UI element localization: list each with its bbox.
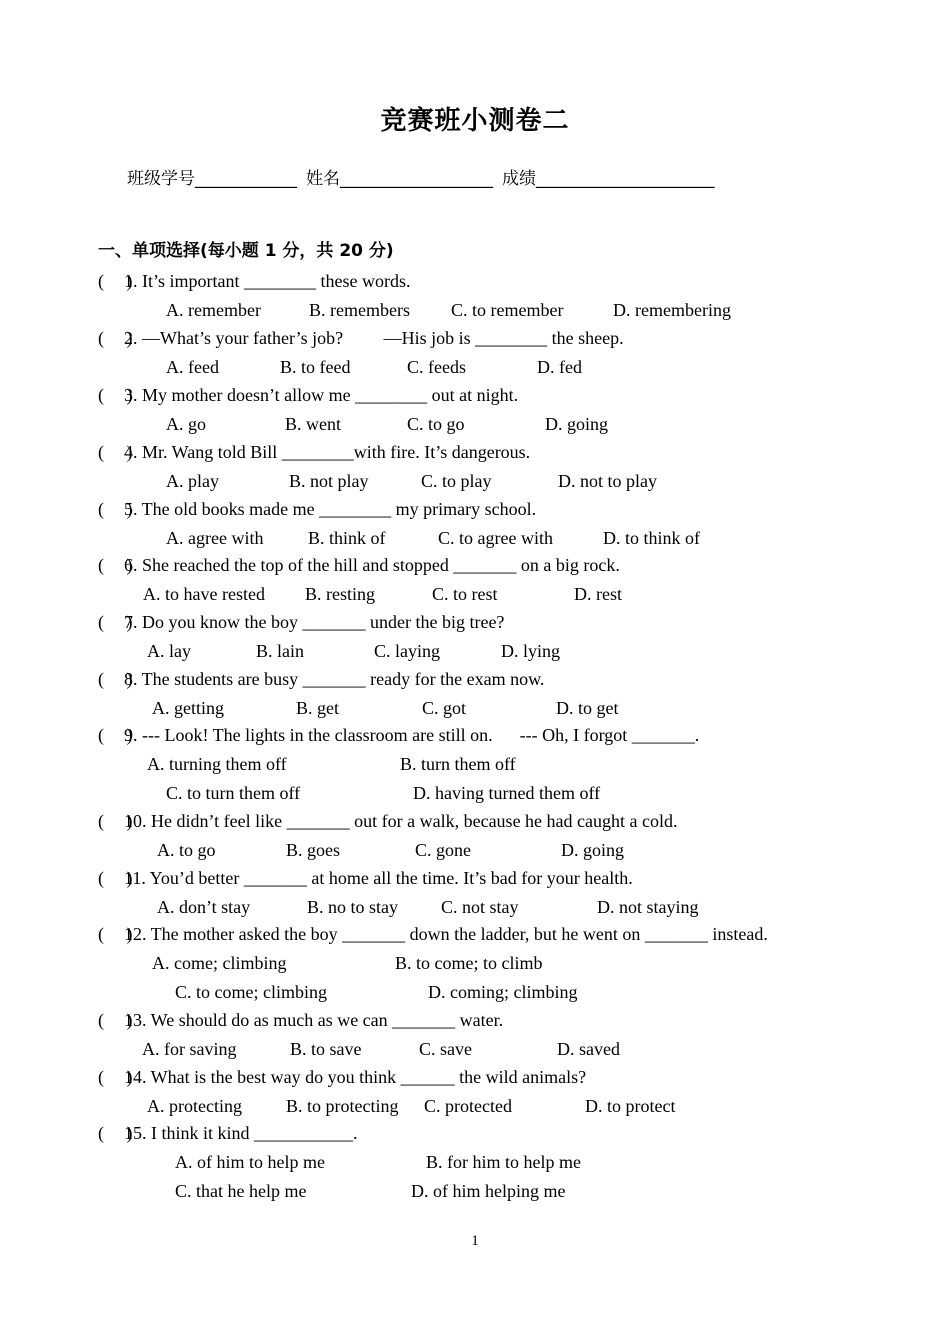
question-text: 12. The mother asked the boy _______ down the ladder, but he went on _______ instead.	[124, 924, 768, 944]
page-number: 1	[471, 1233, 479, 1249]
name-label: 姓名	[306, 169, 340, 189]
answer-blank: ( )	[98, 811, 133, 831]
answer-option: C. not stay	[441, 897, 519, 917]
section-heading: 一、单项选择(每小题 1 分，共 20 分)	[98, 241, 394, 261]
answer-option: A. to go	[157, 840, 216, 860]
answer-option: A. getting	[152, 698, 224, 718]
answer-option: D. remembering	[613, 300, 731, 320]
question-text: 6. She reached the top of the hill and stopped _______ on a big rock.	[124, 555, 620, 575]
question-text: 5. The old books made me ________ my primary school.	[124, 499, 537, 519]
answer-option: D. not staying	[597, 897, 699, 917]
answer-blank: ( )	[98, 385, 133, 405]
answer-blank: ( )	[98, 1010, 133, 1030]
answer-option: D. going	[545, 414, 608, 434]
answer-option: B. no to stay	[307, 897, 399, 917]
answer-option: B. not play	[289, 471, 369, 491]
answer-option: A. to have rested	[143, 584, 265, 604]
answer-option: D. having turned them off	[413, 783, 601, 803]
answer-option: C. that he help me	[175, 1181, 307, 1201]
answer-option: D. to protect	[585, 1096, 676, 1116]
student-info-line	[127, 164, 715, 189]
answer-option: D. of him helping me	[411, 1181, 566, 1201]
answer-option: D. coming; climbing	[428, 982, 578, 1002]
answer-option: B. for him to help me	[426, 1152, 581, 1172]
answer-option: B. to come; to climb	[395, 953, 543, 973]
class-blank: ____________	[195, 169, 297, 189]
answer-blank: ( )	[98, 868, 133, 888]
answer-option: B. turn them off	[400, 754, 516, 774]
answer-option: C. got	[422, 698, 467, 718]
score-label: 成绩	[502, 169, 536, 189]
answer-option: A. play	[166, 471, 219, 491]
answer-option: D. to think of	[603, 528, 700, 548]
name-blank: __________________	[340, 169, 493, 189]
answer-option: C. protected	[424, 1096, 512, 1116]
answer-option: C. to go	[407, 414, 465, 434]
answer-option: B. think of	[308, 528, 386, 548]
answer-option: C. to rest	[432, 584, 498, 604]
answer-option: C. to agree with	[438, 528, 553, 548]
answer-option: D. fed	[537, 357, 582, 377]
answer-option: D. saved	[557, 1039, 620, 1059]
answer-option: A. agree with	[166, 528, 264, 548]
answer-blank: ( )	[98, 1067, 133, 1087]
answer-option: A. lay	[147, 641, 191, 661]
answer-blank: ( )	[98, 725, 133, 745]
question-text: 10. He didn’t feel like _______ out for a walk, because he had caught a cold.	[124, 811, 678, 831]
answer-option: B. to save	[290, 1039, 362, 1059]
question-text: 4. Mr. Wang told Bill ________with fire. It’s dangerous.	[124, 442, 531, 462]
answer-blank: ( )	[98, 271, 133, 291]
answer-option: C. feeds	[407, 357, 466, 377]
answer-blank: ( )	[98, 612, 133, 632]
answer-blank: ( )	[98, 499, 133, 519]
answer-blank: ( )	[98, 328, 133, 348]
answer-option: C. gone	[415, 840, 471, 860]
answer-option: D. to get	[556, 698, 619, 718]
question-text: 15. I think it kind ___________.	[124, 1123, 358, 1143]
answer-option: C. to remember	[451, 300, 564, 320]
question-text: 2. —What’s your father’s job? —His job is ________ the sheep.	[124, 328, 624, 348]
answer-option: C. save	[419, 1039, 472, 1059]
answer-option: D. lying	[501, 641, 561, 661]
answer-option: C. to play	[421, 471, 492, 491]
answer-option: A. come; climbing	[152, 953, 287, 973]
answer-option: B. resting	[305, 584, 375, 604]
answer-option: B. lain	[256, 641, 304, 661]
answer-option: B. goes	[286, 840, 340, 860]
page-title: 竞赛班小测卷二	[380, 106, 570, 136]
answer-option: C. to turn them off	[166, 783, 301, 803]
answer-option: A. for saving	[142, 1039, 237, 1059]
answer-option: A. feed	[166, 357, 219, 377]
class-label: 班级学号	[127, 169, 195, 189]
question-text: 9. --- Look! The lights in the classroom are still on. --- Oh, I forgot _______.	[124, 725, 700, 745]
answer-option: B. went	[285, 414, 341, 434]
question-text: 7. Do you know the boy _______ under the big tree?	[124, 612, 505, 632]
question-text: 3. My mother doesn’t allow me ________ out at night.	[124, 385, 519, 405]
answer-blank: ( )	[98, 555, 133, 575]
answer-option: A. remember	[166, 300, 261, 320]
answer-option: D. rest	[574, 584, 622, 604]
score-blank: _____________________	[536, 169, 715, 189]
question-text: 8. The students are busy _______ ready for the exam now.	[124, 669, 545, 689]
answer-blank: ( )	[98, 669, 133, 689]
answer-option: B. get	[296, 698, 339, 718]
question-text: 14. What is the best way do you think ______ the wild animals?	[124, 1067, 587, 1087]
answer-option: A. of him to help me	[175, 1152, 325, 1172]
answer-option: A. protecting	[147, 1096, 242, 1116]
question-text: 1. It’s important ________ these words.	[124, 271, 411, 291]
answer-option: C. to come; climbing	[175, 982, 327, 1002]
answer-option: B. to protecting	[286, 1096, 399, 1116]
answer-option: B. remembers	[309, 300, 410, 320]
answer-option: D. going	[561, 840, 624, 860]
question-text: 11. You’d better _______ at home all the time. It’s bad for your health.	[124, 868, 633, 888]
answer-option: D. not to play	[558, 471, 657, 491]
answer-blank: ( )	[98, 924, 133, 944]
answer-option: A. don’t stay	[157, 897, 251, 917]
question-text: 13. We should do as much as we can _______ water.	[124, 1010, 504, 1030]
answer-option: A. go	[166, 414, 206, 434]
answer-option: C. laying	[374, 641, 440, 661]
answer-blank: ( )	[98, 1123, 133, 1143]
answer-option: A. turning them off	[147, 754, 287, 774]
answer-option: B. to feed	[280, 357, 351, 377]
answer-blank: ( )	[98, 442, 133, 462]
